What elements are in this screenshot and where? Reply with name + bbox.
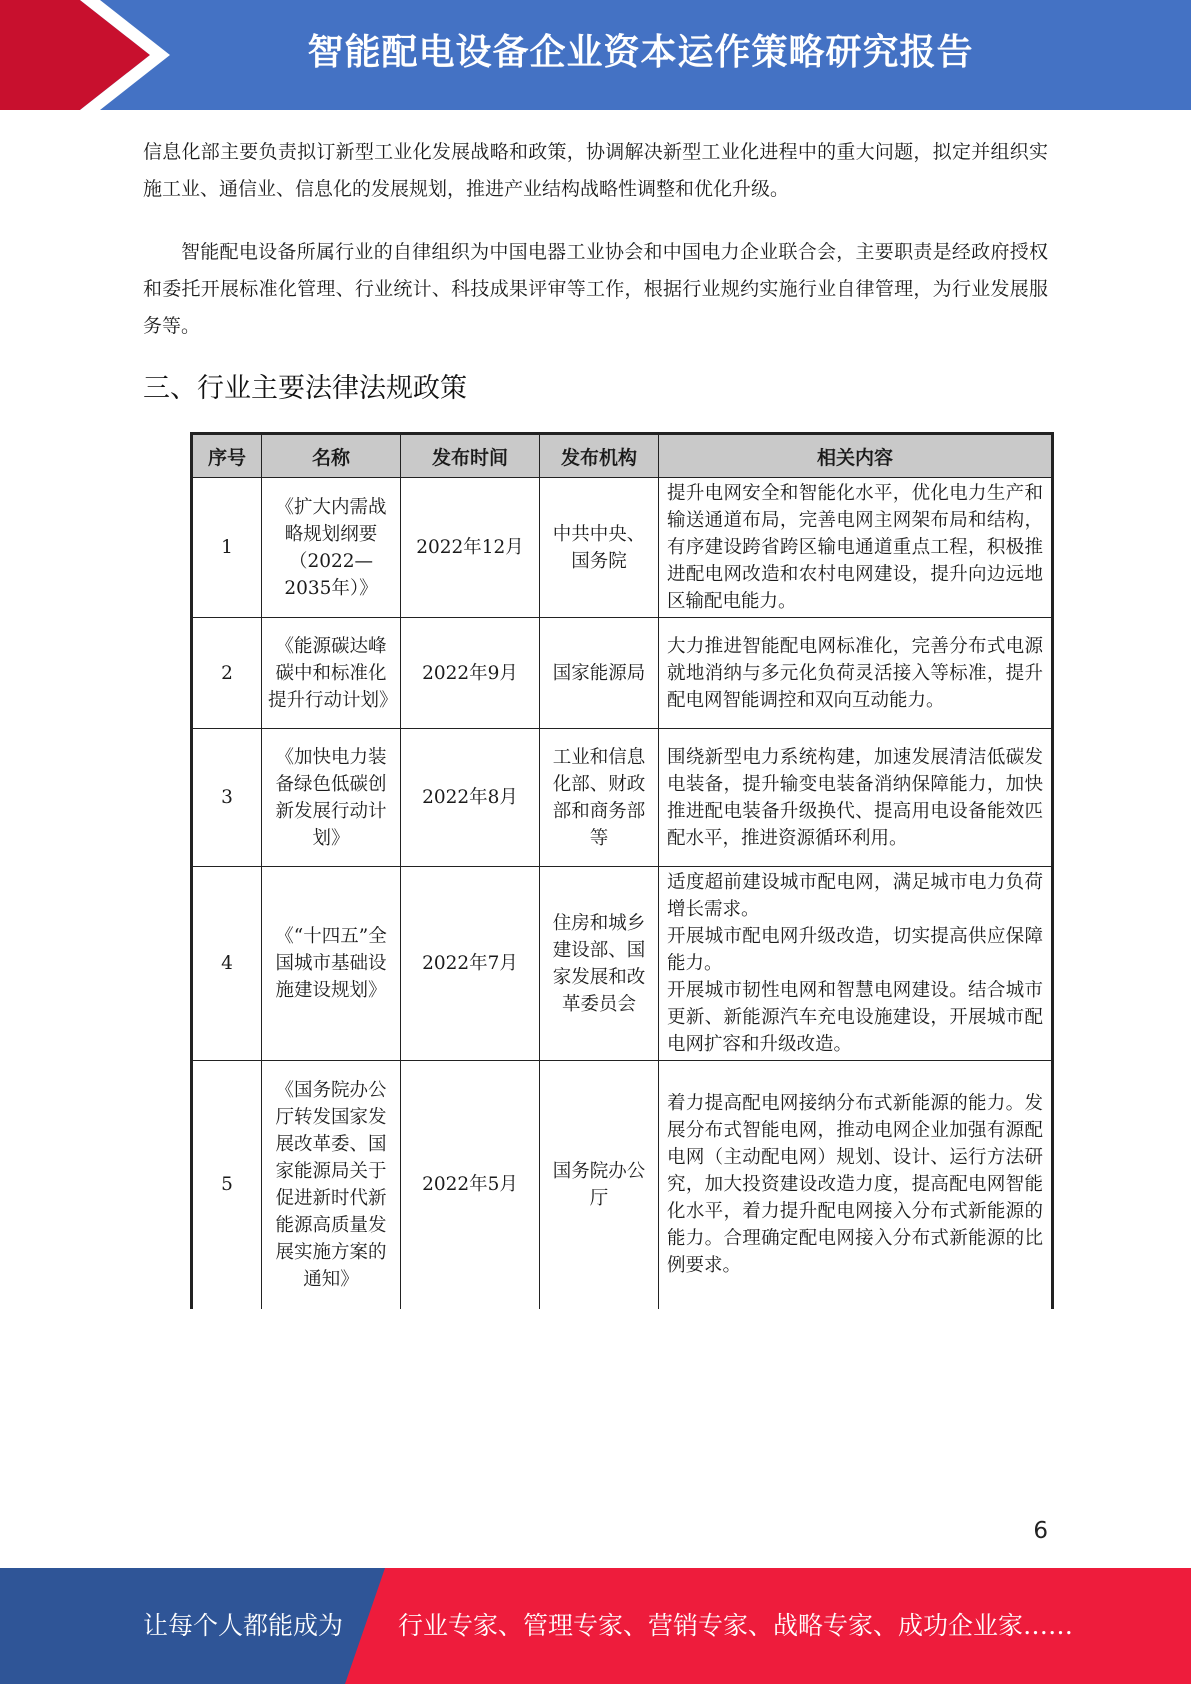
header-no: 序号 <box>192 434 262 478</box>
cell-no: 3 <box>192 729 262 867</box>
cell-issuer: 国家能源局 <box>540 618 659 729</box>
table-row <box>192 618 1053 729</box>
cell-issuer: 国务院办公厅 <box>540 1061 659 1309</box>
cell-content <box>659 478 1053 618</box>
cell-name: 《能源碳达峰碳中和标准化提升行动计划》 <box>262 618 401 729</box>
footer-slogan-right: 行业专家、管理专家、营销专家、战略专家、成功企业家…… <box>398 1611 1074 1640</box>
cell-no: 4 <box>192 867 262 1061</box>
cell-content <box>659 618 1053 729</box>
cell-name: 《国务院办公厅转发国家发展改革委、国家能源局关于促进新时代新能源高质量发展实施方案的通知》 <box>262 1061 401 1309</box>
table-row <box>192 867 1053 1061</box>
cell-date: 2022年5月 <box>401 1061 540 1309</box>
header-name: 名称 <box>262 434 401 478</box>
cell-no: 5 <box>192 1061 262 1309</box>
table-header-row <box>192 434 1053 478</box>
page-header <box>0 0 1191 110</box>
content-line: 大力推进智能配电网标准化，完善分布式电源就地消纳与多元化负荷灵活接入等标准，提升配电网智能调控和双向互动能力。 <box>667 635 1043 711</box>
page-number: 6 <box>1033 1518 1048 1544</box>
policy-table <box>190 432 1054 1309</box>
content-line: 开展城市配电网升级改造，切实提高供应保障能力。 <box>667 926 1043 974</box>
cell-date: 2022年12月 <box>401 478 540 618</box>
cell-name: 《“十四五”全国城市基础设施建设规划》 <box>262 867 401 1061</box>
header-issuer: 发布机构 <box>540 434 659 478</box>
cell-issuer: 工业和信息化部、财政部和商务部等 <box>540 729 659 867</box>
cell-issuer: 住房和城乡建设部、国家发展和改革委员会 <box>540 867 659 1061</box>
cell-issuer: 中共中央、国务院 <box>540 478 659 618</box>
cell-no: 2 <box>192 618 262 729</box>
table-row <box>192 478 1053 618</box>
cell-content <box>659 729 1053 867</box>
report-title: 智能配电设备企业资本运作策略研究报告 <box>307 32 974 73</box>
section-heading: 三、行业主要法律法规政策 <box>143 373 467 404</box>
cell-content <box>659 1061 1053 1309</box>
cell-no: 1 <box>192 478 262 618</box>
content-line: 适度超前建设城市配电网，满足城市电力负荷增长需求。 <box>667 872 1043 920</box>
table-row <box>192 729 1053 867</box>
content-line: 围绕新型电力系统构建，加速发展清洁低碳发电装备，提升输变电装备消纳保障能力，加快推进配电装备升级换代、提高用电设备能效匹配水平，推进资源循环利用。 <box>667 746 1043 849</box>
content-line: 提升电网安全和智能化水平，优化电力生产和输送通道布局，完善电网主网架布局和结构，有序建设跨省跨区输电通道重点工程，积极推进配电网改造和农村电网建设，提升向边远地区输配电能力。 <box>667 483 1043 612</box>
cell-name: 《加快电力装备绿色低碳创新发展行动计划》 <box>262 729 401 867</box>
header-content: 相关内容 <box>659 434 1053 478</box>
cell-content <box>659 867 1053 1061</box>
cell-date: 2022年7月 <box>401 867 540 1061</box>
header-date: 发布时间 <box>401 434 540 478</box>
page-footer <box>0 1568 1191 1684</box>
paragraph-1: 信息化部主要负责拟订新型工业化发展战略和政策，协调解决新型工业化进程中的重大问题，拟定并组织实施工业、通信业、信息化的发展规划，推进产业结构战略性调整和优化升级。 <box>143 141 1048 200</box>
footer-slogan-left: 让每个人都能成为 <box>143 1611 344 1640</box>
content-line: 着力提高配电网接纳分布式新能源的能力。发展分布式智能电网，推动电网企业加强有源配电网（主动配电网）规划、设计、运行方法研究，加大投资建设改造力度，提高配电网智能化水平，着力提升配电网接入分布式新能源的能力。合理确定配电网接入分布式新能源的比例要求。 <box>667 1093 1043 1277</box>
cell-date: 2022年9月 <box>401 618 540 729</box>
table-row <box>192 1061 1053 1309</box>
cell-name: 《扩大内需战略规划纲要（2022—2035年）》 <box>262 478 401 618</box>
paragraph-2: 智能配电设备所属行业的自律组织为中国电器工业协会和中国电力企业联合会，主要职责是经政府授权和委托开展标准化管理、行业统计、科技成果评审等工作，根据行业规约实施行业自律管理，为行业发展服务等。 <box>143 241 1048 337</box>
cell-date: 2022年8月 <box>401 729 540 867</box>
content-line: 开展城市韧性电网和智慧电网建设。结合城市更新、新能源汽车充电设施建设，开展城市配电网扩容和升级改造。 <box>667 980 1043 1055</box>
